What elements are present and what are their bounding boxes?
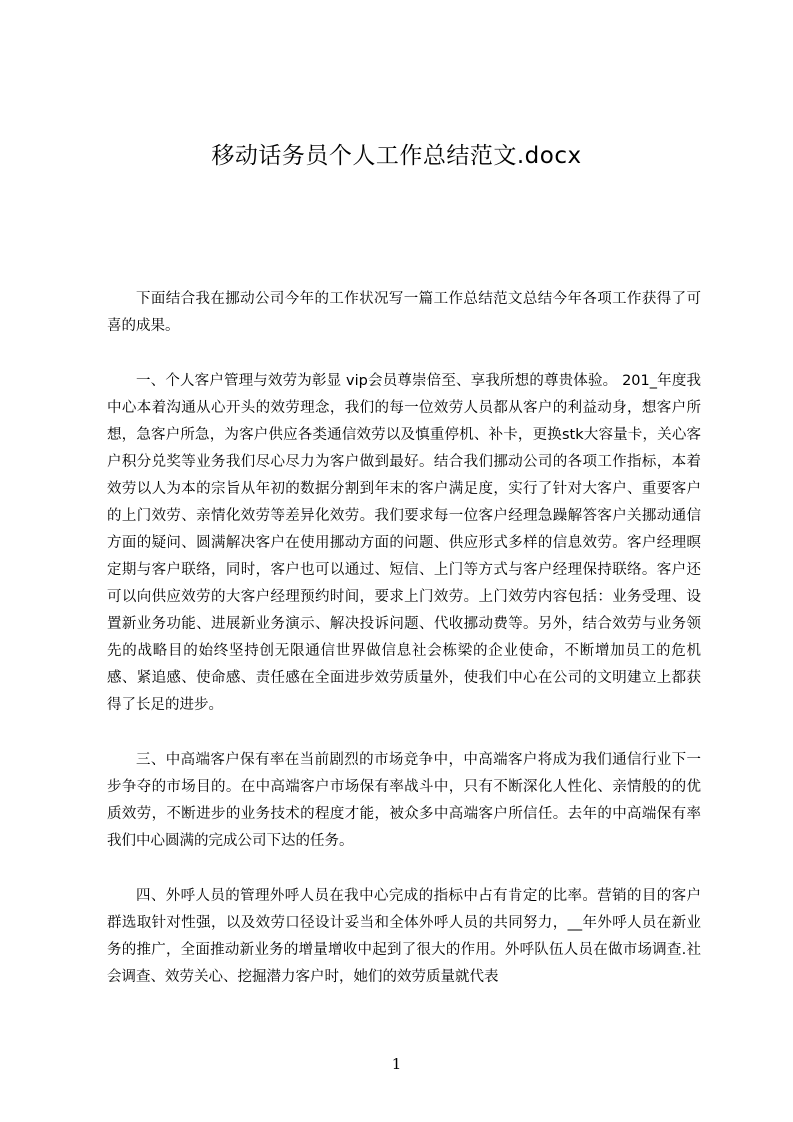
paragraph-intro: 下面结合我在挪动公司今年的工作状况写一篇工作总结范文总结今年各项工作获得了可喜的成果。	[107, 291, 701, 334]
page-number: 1	[391, 1055, 402, 1073]
paragraph-customer-service: 一、个人客户管理与效劳为彰显 vip会员尊崇倍至、享我所想的尊贵体验。 201_年度我中心本着沟通从心开头的效劳理念，我们的每一位效劳人员都从客户的利益动身，想客户所想，急客户所急，为客户供应各类通信效劳以及慎重停机、补卡，更换stk大容量卡，关心客户积分兑奖等业务我们尽心尽力为客户做到最好。结合我们挪动公司的各项工作指标，本着效劳以人为本的宗旨从年初的数据分割到年末的客户满足度，实行了针对大客户、重要客户的上门效劳、亲情化效劳等差异化效劳。我们要求每一位客户经理急躁解答客户关挪动通信方面的疑问、圆满解决客户在使用挪动方面的问题、供应形式多样的信息效劳。客户经理暝定期与客户联络，同时，客户也可以通过、短信、上门等方式与客户经理保持联络。客户还可以向供应效劳的大客户经理预约时间，要求上门效劳。上门效劳内容包括：业务受理、设置新业务功能、进展新业务演示、解决投诉问题、代收挪动费等。另外，结合效劳与业务领先的战略目的始终坚持创无限通信世界做信息社会栋梁的企业使命，不断增加员工的危机感、紧追感、使命感、责任感在全面进步效劳质量外，使我们中心在公司的文明建立上都获得了长足的进步。	[107, 373, 701, 713]
paragraph-outbound-staff: 四、外呼人员的管理外呼人员在我中心完成的指标中占有肯定的比率。营销的目的客户群选取针对性强，以及效劳口径设计妥当和全体外呼人员的共同努力，__年外呼人员在新业务的推广，全面推动新业务的增量增收中起到了很大的作用。外呼队伍人员在做市场调查.社会调查、效劳关心、挖掘潜力客户时，她们的效劳质量就代表	[107, 888, 701, 985]
document-title: 移动话务员个人工作总结范文.docx	[211, 143, 582, 169]
document-body	[107, 286, 701, 1019]
paragraph-high-end-retention: 三、中高端客户保有率在当前剧烈的市场竞争中，中高端客户将成为我们通信行业下一步争夺的市场目的。在中高端客户市场保有率战斗中，只有不断深化人性化、亲情般的的优质效劳，不断进步的业务技术的程度才能，被众多中高端客户所信任。去年的中高端保有率我们中心圆满的完成公司下达的任务。	[107, 752, 701, 849]
